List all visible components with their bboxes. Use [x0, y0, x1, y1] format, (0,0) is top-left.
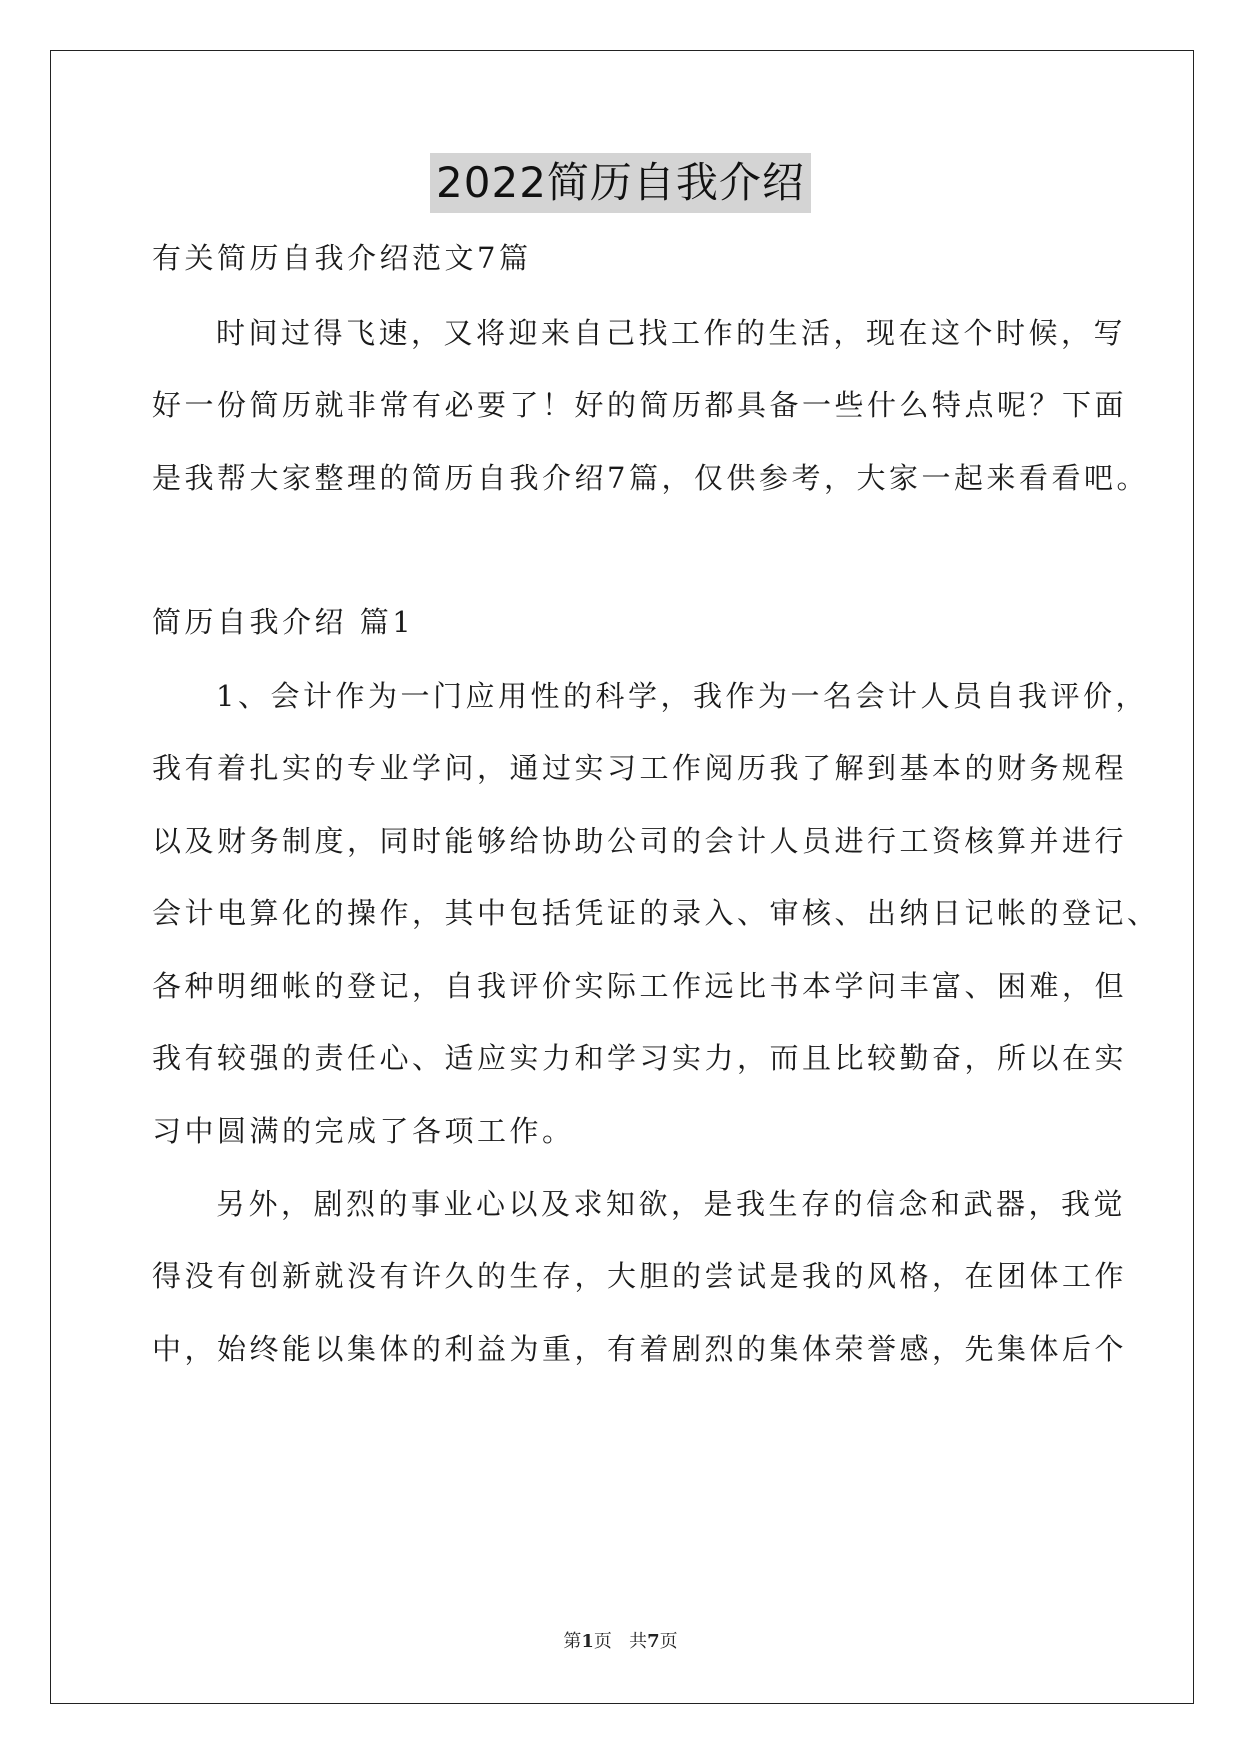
paragraph-line: 得没有创新就没有许久的生存，大胆的尝试是我的风格，在团体工作 [152, 1259, 1128, 1293]
footer-middle: 页 共 [593, 1631, 648, 1652]
intro-line: 好一份简历就非常有必要了！好的简历都具备一些什么特点呢？下面 [152, 388, 1128, 422]
title-container [0, 153, 1241, 213]
section-heading: 简历自我介绍 篇1 [152, 605, 415, 639]
document-subtitle: 有关简历自我介绍范文7篇 [152, 241, 532, 275]
footer-total-pages: 7 [647, 1631, 660, 1652]
paragraph-line: 中，始终能以集体的利益为重，有着剧烈的集体荣誉感，先集体后个 [152, 1332, 1128, 1366]
page-border [50, 50, 1194, 1704]
footer-prefix: 第 [563, 1631, 582, 1652]
page-footer [0, 1630, 1241, 1654]
paragraph-line: 以及财务制度，同时能够给协助公司的会计人员进行工资核算并进行 [152, 824, 1128, 858]
paragraph-line: 习中圆满的完成了各项工作。 [152, 1114, 575, 1148]
paragraph-line: 各种明细帐的登记，自我评价实际工作远比书本学问丰富、困难，但 [152, 969, 1128, 1003]
footer-page-number: 1 [581, 1631, 594, 1652]
intro-line: 是我帮大家整理的简历自我介绍7篇，仅供参考，大家一起来看看吧。 [152, 461, 1149, 495]
paragraph-line: 我有着扎实的专业学问，通过实习工作阅历我了解到基本的财务规程 [152, 751, 1128, 785]
paragraph-line: 我有较强的责任心、适应实力和学习实力，而且比较勤奋，所以在实 [152, 1041, 1128, 1075]
paragraph-line: 另外，剧烈的事业心以及求知欲，是我生存的信念和武器，我觉 [216, 1187, 1127, 1221]
footer-suffix: 页 [659, 1631, 678, 1652]
document-title: 2022简历自我介绍 [430, 153, 811, 213]
paragraph-line: 会计电算化的操作，其中包括凭证的录入、审核、出纳日记帐的登记、 [152, 896, 1160, 930]
paragraph-line: 1、会计作为一门应用性的科学，我作为一名会计人员自我评价， [216, 679, 1148, 713]
intro-line: 时间过得飞速，又将迎来自己找工作的生活，现在这个时候，写 [216, 316, 1127, 350]
